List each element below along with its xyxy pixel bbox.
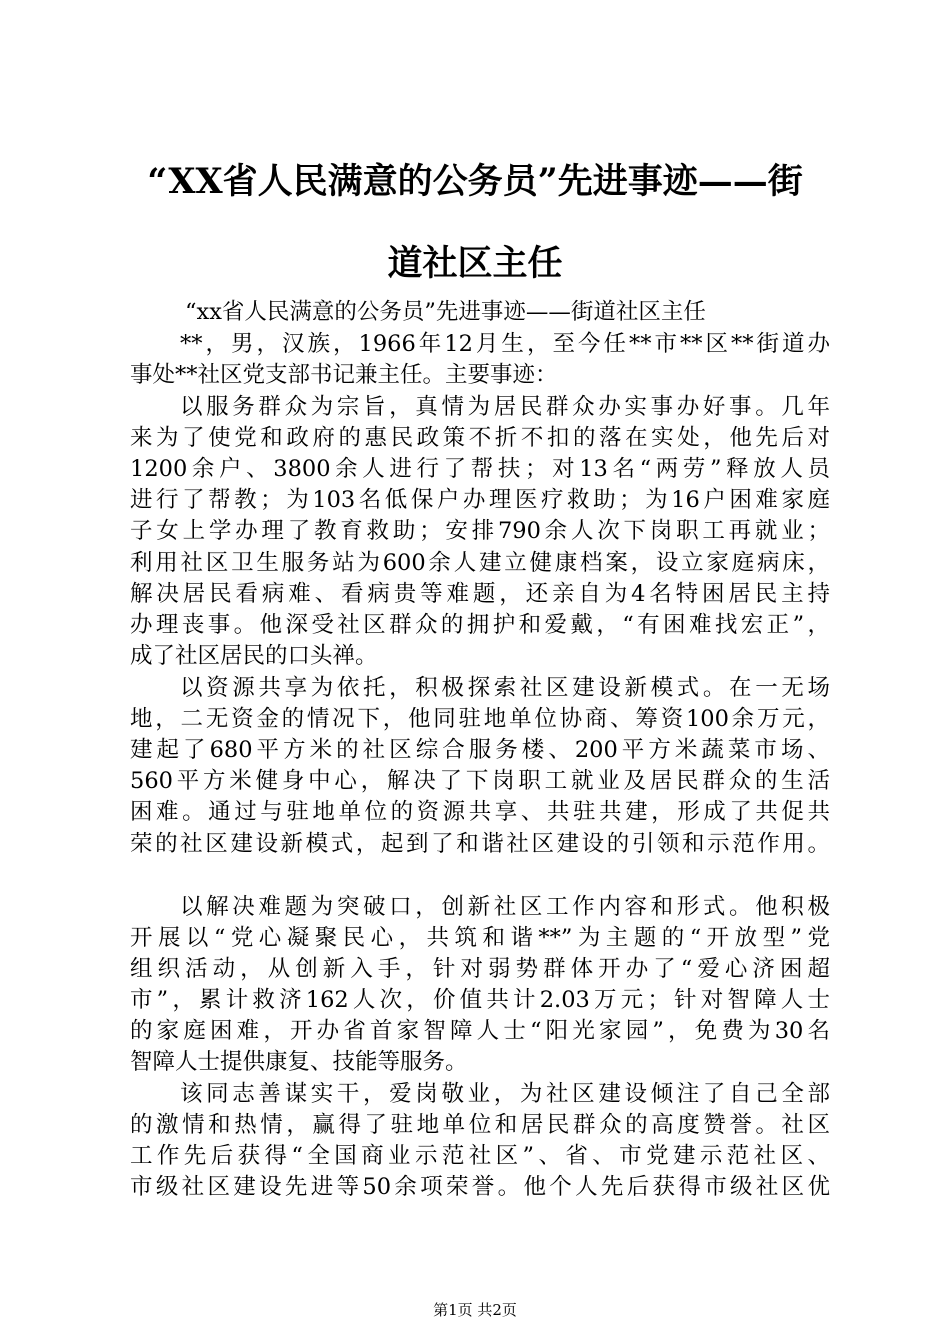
body-line: 该同志善谋实干，爱岗敬业，为社区建设倾注了自己全部 — [180, 1081, 830, 1107]
body-line: 子女上学办理了教育救助；安排790余人次下岗职工再就业； — [130, 518, 830, 544]
body-line: 组织活动，从创新入手，针对弱势群体开办了“爱心济困超 — [130, 956, 830, 982]
body-line: 以解决难题为突破口，创新社区工作内容和形式。他积极 — [180, 894, 830, 920]
body-line: 困难。通过与驻地单位的资源共享、共驻共建，形成了共促共 — [130, 799, 830, 825]
body-line: 地，二无资金的情况下，他同驻地单位协商、筹资100余万元， — [130, 706, 830, 732]
subtitle-line: “xx省人民满意的公务员”先进事迹——街道社区主任 — [185, 299, 706, 325]
body-line: 建起了680平方米的社区综合服务楼、200平方米蔬菜市场、 — [130, 737, 830, 763]
body-line: 市”，累计救济162人次，价值共计2.03万元；针对智障人士 — [130, 987, 830, 1013]
body-line: 成了社区居民的口头禅。 — [130, 643, 378, 669]
body-line: 560平方米健身中心，解决了下岗职工就业及居民群众的生活 — [130, 768, 830, 794]
body-line: 以服务群众为宗旨，真情为居民群众办实事办好事。几年 — [180, 394, 830, 420]
page-number-footer: 第1页 共2页 — [433, 1301, 517, 1319]
body-line: 利用社区卫生服务站为600余人建立健康档案，设立家庭病床， — [130, 550, 830, 576]
body-line: 事处**社区党支部书记兼主任。主要事迹： — [130, 362, 558, 388]
body-line: 市级社区建设先进等50余项荣誉。他个人先后获得市级社区优 — [130, 1174, 830, 1200]
title-line-1: “XX省人民满意的公务员”先进事迹——街 — [147, 161, 803, 202]
body-line: 开展以“党心凝聚民心，共筑和谐**”为主题的“开放型”党 — [130, 925, 830, 951]
body-line: 进行了帮教；为103名低保户办理医疗救助；为16户困难家庭 — [130, 487, 830, 513]
body-line: 的激情和热情，赢得了驻地单位和居民群众的高度赞誉。社区 — [130, 1112, 830, 1138]
title-line-2: 道社区主任 — [387, 243, 563, 284]
body-line: 工作先后获得“全国商业示范社区”、省、市党建示范社区、 — [130, 1143, 830, 1169]
body-line: 解决居民看病难、看病贵等难题，还亲自为4名特困居民主持 — [130, 581, 830, 607]
body-line: 的家庭困难，开办省首家智障人士“阳光家园”，免费为30名 — [130, 1018, 830, 1044]
body-line: 以资源共享为依托，积极探索社区建设新模式。在一无场 — [180, 675, 830, 701]
body-line: **，男，汉族，1966年12月生，至今任**市**区**街道办 — [180, 331, 830, 357]
body-line: 智障人士提供康复、技能等服务。 — [130, 1049, 468, 1075]
body-line: 来为了使党和政府的惠民政策不折不扣的落在实处，他先后对 — [130, 425, 830, 451]
body-line: 办理丧事。他深受社区群众的拥护和爱戴，“有困难找宏正”， — [130, 612, 830, 638]
body-line: 荣的社区建设新模式，起到了和谐社区建设的引领和示范作用。 — [130, 831, 830, 857]
body-line: 1200余户、3800余人进行了帮扶；对13名“两劳”释放人员 — [130, 456, 830, 482]
